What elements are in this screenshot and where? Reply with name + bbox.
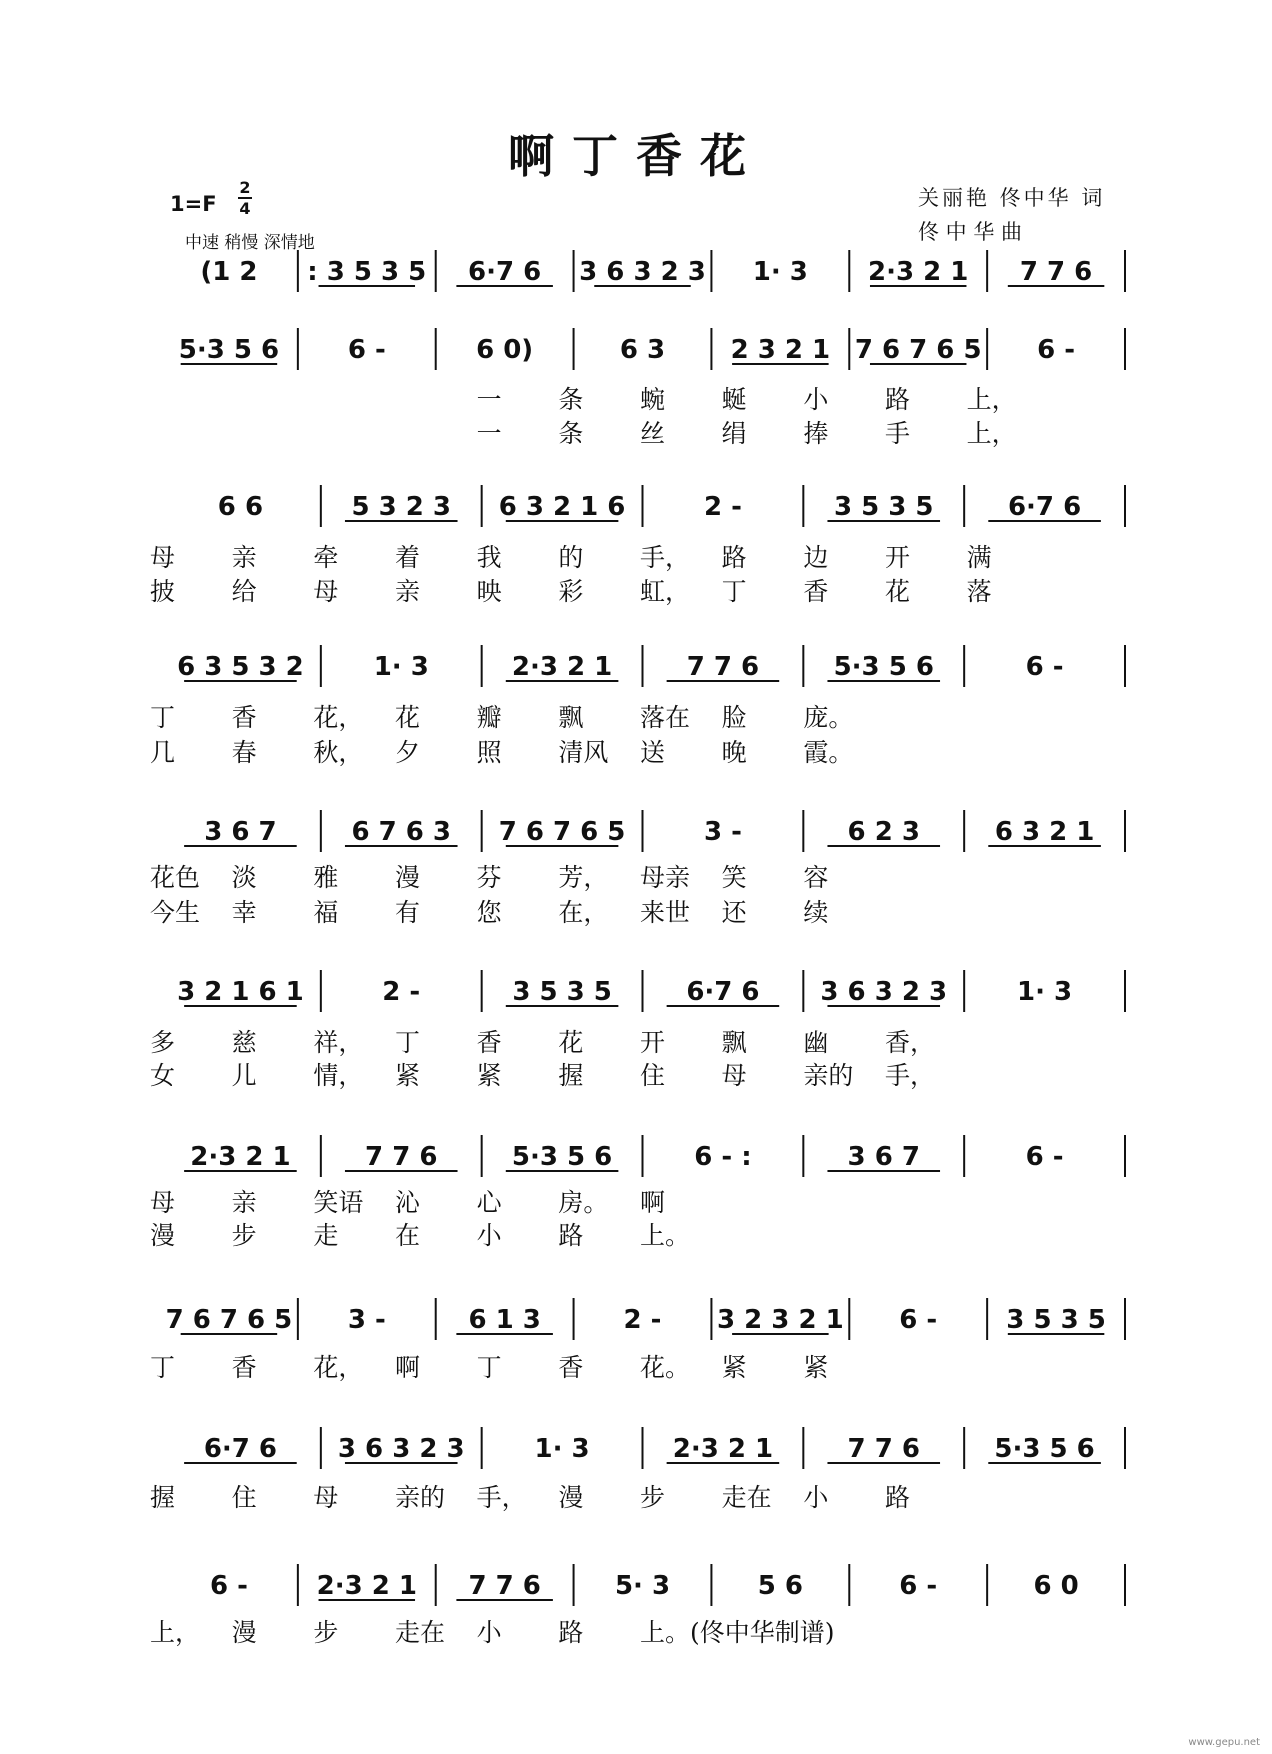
measure-notes: 6 1 3 xyxy=(468,1305,541,1335)
lyric-syllable: 漫 xyxy=(395,863,421,892)
measure-notes: 5· 3 xyxy=(614,1571,671,1601)
lyric-syllable-verse2: 映 xyxy=(476,577,502,606)
lyric-syllable: 香 xyxy=(231,1353,257,1382)
measure-notes: 5·3 5 6 xyxy=(511,1142,613,1172)
lyric-syllable-verse2: 步 xyxy=(231,1221,257,1250)
measure-notes: 6 0) xyxy=(476,335,534,365)
measure-notes: (1 2 xyxy=(200,257,258,287)
lyric-syllable-verse2: 女 xyxy=(150,1061,176,1090)
measure-notes: 5·3 5 6 xyxy=(994,1434,1095,1464)
lyric-syllable: 我 xyxy=(476,543,502,572)
lyric-syllable: 幽 xyxy=(803,1028,829,1057)
lyric-syllable-verse2: 在 xyxy=(395,1221,421,1250)
lyric-syllable: 一 xyxy=(476,385,502,414)
lyric-syllable: 的 xyxy=(558,543,584,572)
lyric-syllable: 牵 xyxy=(313,543,339,572)
lyric-syllable: 母亲 xyxy=(640,863,691,892)
measure-notes: 6·7 6 xyxy=(468,257,542,287)
lyric-syllable: 走在 xyxy=(721,1483,772,1512)
measure-notes: : 3 5 3 5 xyxy=(307,257,427,287)
lyric-syllable-verse2: 春 xyxy=(231,738,257,767)
measure-notes: 3 6 3 2 3 xyxy=(579,257,706,287)
lyric-syllable: 条 xyxy=(558,385,584,414)
lyric-syllable: 开 xyxy=(885,543,911,572)
lyric-syllable-verse2: 今生 xyxy=(150,898,201,927)
lyric-syllable: 沁 xyxy=(395,1188,421,1217)
lyric-syllable: 芳， xyxy=(558,863,609,892)
lyric-syllable-verse2: 亲的 xyxy=(803,1061,854,1090)
measure-notes: 3 - xyxy=(703,817,742,847)
lyric-syllable-verse2: 香 xyxy=(803,577,829,606)
lyric-syllable-verse2: 绢 xyxy=(721,419,747,448)
measure-notes: 6·7 6 xyxy=(1007,492,1082,522)
lyric-syllable: 路 xyxy=(721,543,747,572)
lyric-syllable: 母 xyxy=(313,1483,339,1512)
lyric-syllable-verse2: 送 xyxy=(640,738,666,767)
lyric-syllable: 蜒 xyxy=(721,385,747,414)
lyric-syllable: 雅 xyxy=(313,863,339,892)
lyric-syllable: 小 xyxy=(476,1618,502,1647)
lyric-syllable: 紧 xyxy=(721,1353,747,1382)
measure-notes: 3 - xyxy=(347,1305,386,1335)
lyric-syllable: 小 xyxy=(803,1483,829,1512)
lyric-syllable: 庞。 xyxy=(803,703,854,732)
lyric-syllable-verse2: 照 xyxy=(476,738,502,767)
lyric-syllable-verse2: 还 xyxy=(721,898,747,927)
lyric-syllable-verse2: 有 xyxy=(395,898,421,927)
lyric-syllable-verse2: 亲 xyxy=(395,577,421,606)
measure-notes: 2·3 2 1 xyxy=(868,257,969,287)
lyric-syllable: 花， xyxy=(313,703,364,732)
lyric-syllable: 丁 xyxy=(150,703,176,732)
notation-system-8 xyxy=(160,1427,1125,1469)
measure-notes: 2 3 2 1 xyxy=(730,335,831,365)
lyric-syllable-verse2: 紧 xyxy=(395,1061,421,1090)
lyric-syllable: 路 xyxy=(885,385,911,414)
measure-notes: 7 6 7 6 5 xyxy=(165,1305,293,1335)
measure-notes: 6 3 5 3 2 xyxy=(177,652,304,682)
lyric-syllable: 飘 xyxy=(558,703,584,732)
lyric-syllable-verse2: 儿 xyxy=(231,1061,257,1090)
measure-notes: 1· 3 xyxy=(752,257,808,287)
lyric-syllable: 容 xyxy=(803,863,829,892)
watermark: www.gepu.net xyxy=(1188,1737,1260,1748)
lyric-syllable: 香， xyxy=(885,1028,936,1057)
lyric-syllable-verse2: 几 xyxy=(150,738,176,767)
measure-notes: 7 7 6 xyxy=(686,652,760,682)
lyric-syllable: 小 xyxy=(803,385,829,414)
lyric-syllable: 慈 xyxy=(231,1028,257,1057)
lyric-syllable: 脸 xyxy=(721,703,747,732)
lyric-syllable: 花。 xyxy=(640,1353,691,1382)
lyric-syllable: 笑语 xyxy=(313,1188,364,1217)
lyric-syllable-verse2: 走 xyxy=(313,1221,339,1250)
lyric-syllable-verse2: 福 xyxy=(313,898,339,927)
lyric-syllable: 笑 xyxy=(721,863,747,892)
measure-notes: 5 6 xyxy=(757,1571,803,1601)
composer-credit: 佟 中 华 曲 xyxy=(918,220,1023,244)
lyric-syllable-verse2: 一 xyxy=(476,419,502,448)
lyric-syllable: 漫 xyxy=(558,1483,584,1512)
lyric-syllable: 步 xyxy=(640,1483,666,1512)
measure-notes: 6 - xyxy=(347,335,386,365)
lyric-syllable-verse2: 晚 xyxy=(721,738,747,767)
lyric-syllable: 香 xyxy=(558,1353,584,1382)
lyric-syllable: 亲的 xyxy=(395,1483,446,1512)
lyric-syllable-verse2: 手， xyxy=(885,1061,936,1090)
lyric-syllable: 开 xyxy=(640,1028,666,1057)
lyric-syllable-verse2: 幸 xyxy=(231,898,257,927)
lyric-syllable-verse2: 路 xyxy=(558,1221,584,1250)
lyric-syllable-verse2: 母 xyxy=(721,1061,747,1090)
lyric-syllable-verse2: 来世 xyxy=(640,898,691,927)
measure-notes: 6 0 xyxy=(1033,1571,1079,1601)
measure-notes: 6·7 6 xyxy=(686,977,760,1007)
measure-notes: 1· 3 xyxy=(1017,977,1073,1007)
lyric-syllable: 香 xyxy=(476,1028,502,1057)
notation-system-6 xyxy=(160,1135,1125,1177)
lyric-syllable: 啊 xyxy=(640,1188,666,1217)
measure-notes: 6·7 6 xyxy=(203,1434,278,1464)
measure-notes: 3 6 3 2 3 xyxy=(337,1434,465,1464)
measure-notes: 1· 3 xyxy=(534,1434,590,1464)
lyric-syllable: 丁 xyxy=(150,1353,176,1382)
measure-notes: 7 7 6 xyxy=(847,1434,920,1464)
measure-notes: 5·3 5 6 xyxy=(833,652,934,682)
time-sig-top: 2 xyxy=(239,178,251,197)
lyric-syllable: 心 xyxy=(476,1188,502,1217)
lyric-syllable-verse2: 小 xyxy=(476,1221,502,1250)
lyric-syllable: 花， xyxy=(313,1353,364,1382)
lyric-syllable: 母 xyxy=(150,1188,176,1217)
measure-notes: 6 3 xyxy=(619,335,666,365)
measure-notes: 6 3 2 1 6 xyxy=(498,492,626,522)
lyric-syllable: 满 xyxy=(966,543,992,572)
notation-system-2 xyxy=(160,485,1125,527)
lyric-syllable: 上。(佟中华制谱) xyxy=(640,1618,835,1647)
lyric-syllable: 步 xyxy=(313,1618,339,1647)
measure-notes: 2 - xyxy=(623,1305,662,1335)
lyric-syllable-verse2: 彩 xyxy=(558,577,584,606)
lyric-syllable-verse2: 条 xyxy=(558,419,584,448)
lyric-syllable-verse2: 续 xyxy=(803,898,829,927)
measure-notes: 3 6 7 xyxy=(204,817,277,847)
lyric-syllable: 亲 xyxy=(231,543,257,572)
measure-notes: 6 - xyxy=(209,1571,248,1601)
lyric-syllable-verse2: 上， xyxy=(966,419,1017,448)
lyric-syllable-verse2: 手 xyxy=(885,419,911,448)
time-sig-bottom: 4 xyxy=(239,199,251,218)
notation-system-0 xyxy=(160,250,1125,292)
lyricist-credit: 关丽艳 佟中华 词 xyxy=(918,186,1106,210)
lyric-syllable-verse2: 秋， xyxy=(313,738,364,767)
measure-notes: 1· 3 xyxy=(373,652,429,682)
lyric-syllable-verse2: 丁 xyxy=(721,577,747,606)
lyric-syllable-verse2: 上。 xyxy=(640,1221,691,1250)
lyric-syllable: 啊 xyxy=(395,1353,421,1382)
lyric-syllable-verse2: 母 xyxy=(313,577,339,606)
measure-notes: 3 6 7 xyxy=(847,1142,920,1172)
measure-notes: 3 2 3 2 1 xyxy=(717,1305,844,1335)
lyric-syllable: 亲 xyxy=(231,1188,257,1217)
measure-notes: 2·3 2 1 xyxy=(316,1571,417,1601)
lyric-syllable: 紧 xyxy=(803,1353,829,1382)
lyric-syllable: 住 xyxy=(231,1483,257,1512)
lyric-syllable-verse2: 握 xyxy=(558,1061,584,1090)
lyric-syllable: 房。 xyxy=(558,1188,609,1217)
lyric-syllable: 落在 xyxy=(640,703,691,732)
lyric-syllable: 祥， xyxy=(313,1028,364,1057)
lyric-syllable-verse2: 夕 xyxy=(395,738,421,767)
lyric-syllable: 边 xyxy=(803,543,829,572)
measure-notes: 6 - xyxy=(899,1571,938,1601)
lyric-syllable: 芬 xyxy=(476,863,502,892)
measure-notes: 5·3 5 6 xyxy=(178,335,280,365)
measure-notes: 7 7 6 xyxy=(1019,257,1093,287)
measure-notes: 6 3 2 1 xyxy=(994,817,1095,847)
measure-notes: 5 3 2 3 xyxy=(351,492,452,522)
lyric-syllable-verse2: 住 xyxy=(640,1061,666,1090)
lyric-syllable-verse2: 清风 xyxy=(558,738,609,767)
lyric-syllable: 漫 xyxy=(231,1618,257,1647)
lyric-syllable: 香 xyxy=(231,703,257,732)
lyric-syllable-verse2: 在， xyxy=(558,898,609,927)
lyric-syllable: 丁 xyxy=(395,1028,421,1057)
measure-notes: 3 5 3 5 xyxy=(512,977,612,1007)
lyric-syllable-verse2: 您 xyxy=(476,898,502,927)
lyric-syllable: 花 xyxy=(395,703,421,732)
lyric-syllable: 丁 xyxy=(476,1353,502,1382)
lyric-syllable-verse2: 丝 xyxy=(640,419,666,448)
measure-notes: 3 6 3 2 3 xyxy=(820,977,948,1007)
measure-notes: 3 5 3 5 xyxy=(833,492,934,522)
measure-notes: 6 - xyxy=(899,1305,938,1335)
measure-notes: 2·3 2 1 xyxy=(511,652,613,682)
lyric-syllable-verse2: 霞。 xyxy=(803,738,854,767)
lyric-syllable-verse2: 花 xyxy=(885,577,911,606)
measure-notes: 3 2 1 6 1 xyxy=(177,977,304,1007)
song-title: 啊丁香花 xyxy=(508,129,764,183)
lyric-syllable-verse2: 落 xyxy=(966,577,992,606)
measure-notes: 6 2 3 xyxy=(847,817,920,847)
lyric-syllable: 花 xyxy=(558,1028,584,1057)
notation-system-1 xyxy=(160,328,1125,370)
measure-notes: 2 - xyxy=(382,977,421,1007)
lyric-syllable-verse2: 捧 xyxy=(803,419,829,448)
measure-notes: 6 7 6 3 xyxy=(351,817,452,847)
notation-system-5 xyxy=(160,970,1125,1012)
lyric-syllable: 路 xyxy=(885,1483,911,1512)
measure-notes: 6 - xyxy=(1037,335,1076,365)
lyric-syllable-verse2: 紧 xyxy=(476,1061,502,1090)
lyric-syllable: 瓣 xyxy=(476,703,502,732)
lyric-syllable: 着 xyxy=(395,543,421,572)
tempo-marking: 中速 稍慢 深情地 xyxy=(185,233,315,253)
lyric-syllable: 蜿 xyxy=(640,385,666,414)
notation-system-3 xyxy=(160,645,1125,687)
notation-system-7 xyxy=(160,1298,1125,1340)
measure-notes: 7 6 7 6 5 xyxy=(498,817,626,847)
lyric-syllable: 淡 xyxy=(231,863,257,892)
measure-notes: 3 5 3 5 xyxy=(1006,1305,1106,1335)
measure-notes: 2·3 2 1 xyxy=(190,1142,291,1172)
lyric-syllable-verse2: 虹， xyxy=(640,577,691,606)
lyric-syllable: 手， xyxy=(476,1483,527,1512)
measure-notes: 2·3 2 1 xyxy=(672,1434,774,1464)
measure-notes: 7 7 6 xyxy=(365,1142,438,1172)
lyric-syllable-verse2: 给 xyxy=(231,577,257,606)
lyric-syllable: 多 xyxy=(150,1028,176,1057)
lyric-syllable: 握 xyxy=(150,1483,176,1512)
key-signature: 1=F xyxy=(170,192,217,216)
lyric-syllable: 花色 xyxy=(150,863,201,892)
measure-notes: 7 7 6 xyxy=(468,1571,541,1601)
measure-notes: 6 - : xyxy=(694,1142,752,1172)
measure-notes: 2 - xyxy=(703,492,742,522)
lyric-syllable: 飘 xyxy=(721,1028,747,1057)
measure-notes: 6 - xyxy=(1025,1142,1064,1172)
lyric-syllable-verse2: 披 xyxy=(150,577,176,606)
lyric-syllable: 手， xyxy=(640,543,691,572)
lyric-syllable-verse2: 漫 xyxy=(150,1221,176,1250)
notation-system-9 xyxy=(160,1564,1125,1606)
lyric-syllable: 路 xyxy=(558,1618,584,1647)
measure-notes: 6 - xyxy=(1025,652,1064,682)
lyric-syllable: 上， xyxy=(966,385,1017,414)
measure-notes: 7 6 7 6 5 xyxy=(854,335,982,365)
lyric-syllable-verse2: 情， xyxy=(313,1061,364,1090)
notation-system-4 xyxy=(160,810,1125,852)
measure-notes: 6 6 xyxy=(217,492,264,522)
lyric-syllable: 走在 xyxy=(395,1618,446,1647)
lyric-syllable: 上， xyxy=(150,1618,201,1647)
lyric-syllable: 母 xyxy=(150,543,176,572)
